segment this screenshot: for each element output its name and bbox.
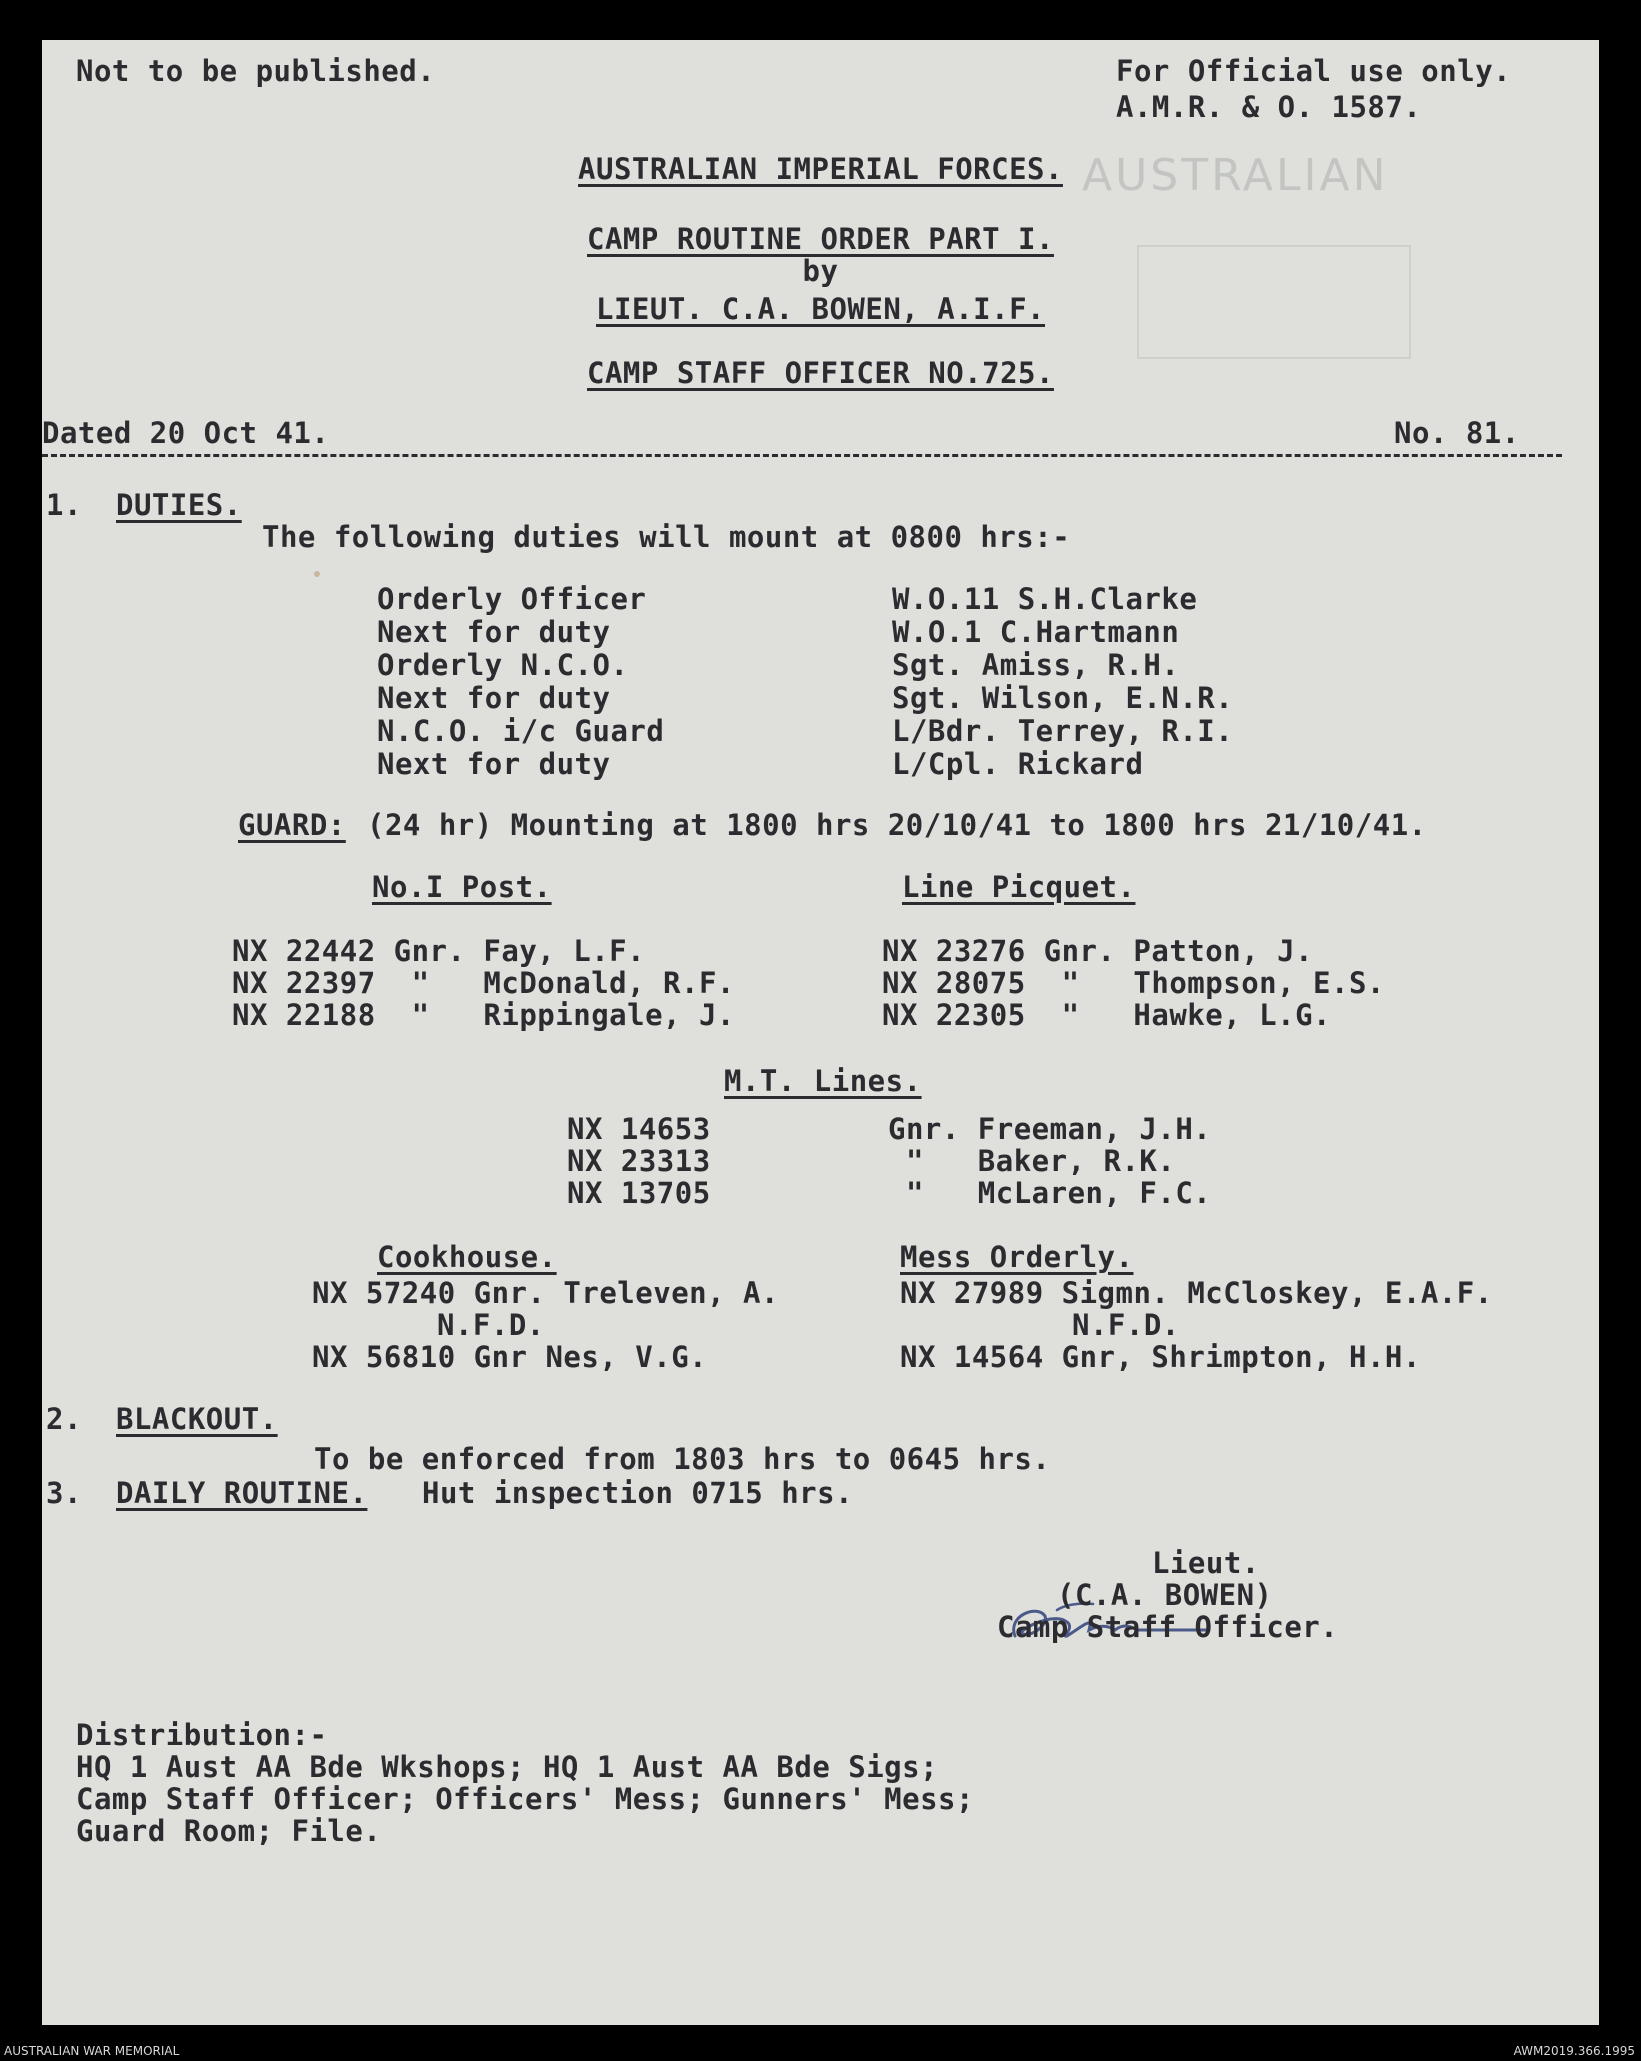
blackout-number: 2.: [46, 1402, 82, 1436]
post1-heading: No.I Post.: [372, 870, 552, 904]
cookhouse-heading: Cookhouse.: [377, 1240, 557, 1274]
post1-row: NX 22442 Gnr. Fay, L.F.: [232, 934, 646, 968]
dated: Dated 20 Oct 41.: [42, 416, 330, 450]
post1-row: NX 22188 " Rippingale, J.: [232, 998, 735, 1032]
duties-heading: DUTIES.: [116, 488, 242, 522]
blackout-heading: BLACKOUT.: [116, 1402, 278, 1436]
duty-role: Next for duty: [377, 615, 611, 649]
mess-nfd: N.F.D.: [1072, 1308, 1180, 1342]
duty-role: N.C.O. i/c Guard: [377, 714, 665, 748]
duty-role: Next for duty: [377, 681, 611, 715]
cookhouse-row: NX 56810 Gnr Nes, V.G.: [312, 1340, 708, 1374]
routine-text: Hut inspection 0715 hrs.: [422, 1476, 854, 1510]
duties-intro: The following duties will mount at 0800 hrs:-: [262, 520, 1071, 554]
separator-rule: [42, 454, 1562, 457]
duty-role: Next for duty: [377, 747, 611, 781]
duty-name: W.O.11 S.H.Clarke: [892, 582, 1198, 616]
paper-spot: [314, 571, 320, 577]
routine-number: 3.: [46, 1476, 82, 1510]
distribution-heading: Distribution:-: [76, 1718, 328, 1752]
title-line-4: LIEUT. C.A. BOWEN, A.I.F.: [596, 292, 1045, 326]
blackout-text: To be enforced from 1803 hrs to 0645 hrs.: [314, 1442, 1051, 1476]
mt-number: NX 23313: [567, 1144, 711, 1178]
distribution-line: Guard Room; File.: [76, 1814, 382, 1848]
signature-name: (C.A. BOWEN): [1057, 1578, 1273, 1612]
duties-number: 1.: [46, 488, 82, 522]
mess-heading: Mess Orderly.: [900, 1240, 1134, 1274]
title-line-1: AUSTRALIAN IMPERIAL FORCES.: [578, 152, 1063, 186]
duty-name: W.O.1 C.Hartmann: [892, 615, 1180, 649]
duty-role: Orderly N.C.O.: [377, 648, 629, 682]
routine-heading: DAILY ROUTINE.: [116, 1476, 368, 1510]
duty-name: L/Cpl. Rickard: [892, 747, 1144, 781]
picquet-row: NX 28075 " Thompson, E.S.: [882, 966, 1385, 1000]
footer-accession: AWM2019.366.1995: [1513, 2044, 1635, 2058]
title-line-3: by: [802, 254, 839, 288]
mt-number: NX 14653: [567, 1112, 711, 1146]
picquet-row: NX 22305 " Hawke, L.G.: [882, 998, 1331, 1032]
signature-rank: Lieut.: [1152, 1546, 1260, 1580]
post1-row: NX 22397 " McDonald, R.F.: [232, 966, 735, 1000]
duty-name: L/Bdr. Terrey, R.I.: [892, 714, 1234, 748]
duty-name: Sgt. Wilson, E.N.R.: [892, 681, 1234, 715]
duty-name: Sgt. Amiss, R.H.: [892, 648, 1180, 682]
cookhouse-nfd: N.F.D.: [437, 1308, 545, 1342]
picquet-heading: Line Picquet.: [902, 870, 1136, 904]
guard-text: (24 hr) Mounting at 1800 hrs 20/10/41 to 1800 hrs 21/10/41.: [367, 808, 1427, 842]
picquet-row: NX 23276 Gnr. Patton, J.: [882, 934, 1314, 968]
bleed-through-text: AUSTRALIAN: [1082, 150, 1389, 201]
mt-heading: M.T. Lines.: [724, 1064, 922, 1098]
document-page: [42, 40, 1599, 2025]
mess-row: NX 27989 Sigmn. McCloskey, E.A.F.: [900, 1276, 1493, 1310]
distribution-line: Camp Staff Officer; Officers' Mess; Gunners' Mess;: [76, 1782, 974, 1816]
guard-label: GUARD:: [238, 808, 346, 842]
title-line-2: CAMP ROUTINE ORDER PART I.: [587, 222, 1054, 256]
cookhouse-row: NX 57240 Gnr. Treleven, A.: [312, 1276, 779, 1310]
amr-reference: A.M.R. & O. 1587.: [1116, 90, 1422, 124]
not-to-be-published: Not to be published.: [76, 54, 436, 88]
distribution-line: HQ 1 Aust AA Bde Wkshops; HQ 1 Aust AA Bde Sigs;: [76, 1750, 939, 1784]
order-number: No. 81.: [1394, 416, 1520, 450]
duty-role: Orderly Officer: [377, 582, 647, 616]
mess-row: NX 14564 Gnr, Shrimpton, H.H.: [900, 1340, 1421, 1374]
signature-title: Camp Staff Officer.: [997, 1610, 1339, 1644]
footer-credit: AUSTRALIAN WAR MEMORIAL: [4, 2044, 180, 2058]
official-use-only: For Official use only.: [1116, 54, 1512, 88]
title-line-5: CAMP STAFF OFFICER NO.725.: [587, 356, 1054, 390]
mt-name: " Baker, R.K.: [888, 1144, 1176, 1178]
mt-name: " McLaren, F.C.: [888, 1176, 1212, 1210]
mt-name: Gnr. Freeman, J.H.: [888, 1112, 1212, 1146]
mt-number: NX 13705: [567, 1176, 711, 1210]
